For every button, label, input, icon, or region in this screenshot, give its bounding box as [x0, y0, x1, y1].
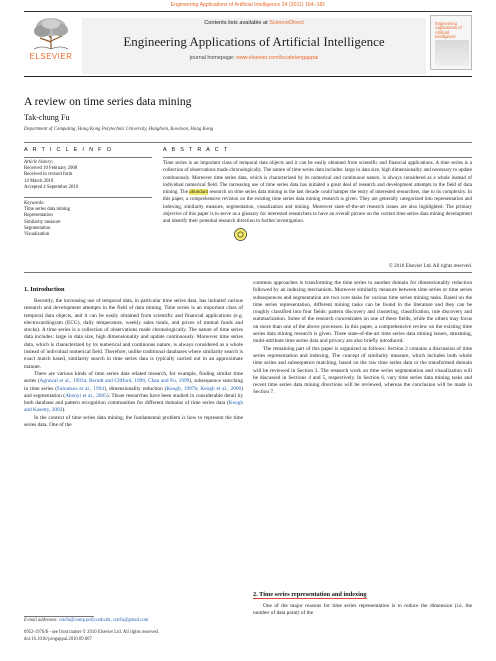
journal-reference[interactable]: Engineering Applications of Artificial Intelligence 24 (2011) 164–181 — [170, 2, 326, 8]
article-info-heading: A R T I C L E I N F O — [24, 147, 113, 153]
left-column — [24, 298, 243, 429]
cover-title: Engineering Applications of Artificial Intelligence — [435, 21, 462, 40]
article-info-rule — [24, 157, 152, 158]
section-2-text — [253, 603, 472, 618]
text-run: ), dimensionality reduction ( — [104, 385, 167, 392]
abstract-heading: A B S T R A C T — [163, 147, 229, 153]
history-line: 14 March 2010 — [24, 178, 54, 184]
keywords-label: Keywords: — [24, 201, 45, 206]
history-label: Article history: — [24, 160, 54, 165]
citation-link[interactable]: Keogh, 1997b; Keogh et al., 2000 — [166, 385, 242, 392]
text-run: There are various kinds of time series data related research, for example, finding similar time series ( — [24, 370, 243, 385]
article-history — [24, 160, 152, 191]
keywords-rule — [24, 197, 152, 198]
article-author[interactable]: Tak-chung Fu — [24, 113, 70, 122]
contents-line — [82, 20, 426, 26]
keyword-item: Similarity measure — [24, 219, 61, 225]
right-column — [253, 280, 472, 397]
keyword-item: Visualization — [24, 232, 50, 238]
abstract-copyright: © 2010 Elsevier Ltd. All rights reserved. — [388, 263, 472, 269]
abstract-part-1: Time series is an important class of temporal data objects and it can be easily obtained from scientific and financial applications. A time series is a collection of observations made chronologically. The nature of time series data includes: large in data size, high dimensionality and necessary to update continuously. Moreover time series data, which is characterized by its numerical and continuous nature, is always considered as a whole instead of individual numerical field. The increasing use of time series data has initiated a great deal of research and development attempts in the field of data mining. The — [163, 160, 472, 196]
citation-link[interactable]: Keogh and Kasetty, 2002 — [24, 400, 243, 414]
paragraph: Recently, the increasing use of temporal data, in particular time series data, has initiated various research and development attempts in the field of data mining. Time series is an important class of temporal data objects, and it can be easily obtained from scientific and financial applications (e.g. electrocardiogram (ECG), daily temperature, weekly sales totals, and prices of mutual funds and stocks). A time series is a collection of observations made chronologically. The nature of time series data includes: large in data size, high dimensionality and update continuously. Moreover time series data, which is characterized by its numerical and continuous nature, is always considered as a whole instead of individual numerical field. Therefore, unlike traditional databases where similarity search is exact match based, similarity search in time series data is typically carried out in an approximate manner. — [24, 298, 243, 370]
issn-line: 0952-1976/$ - see front matter © 2010 Elsevier Ltd. All rights reserved. — [24, 630, 159, 635]
contents-prefix: Contents lists available at — [204, 20, 270, 26]
article-title: A review on time series data mining — [24, 95, 192, 108]
email-label: E-mail addresses: — [24, 618, 58, 623]
keywords-block — [24, 201, 152, 238]
highlighted-word[interactable]: abundant — [189, 189, 209, 196]
doi-line[interactable]: doi:10.1016/j.engappai.2010.09.007 — [24, 637, 92, 642]
paragraph: One of the major reasons for time series representation is to reduce the dimension (i.e. the number of data point) of the — [253, 603, 472, 617]
paragraph — [24, 371, 243, 415]
citation-link[interactable]: Faloutsos et al., 1994 — [57, 385, 105, 392]
sciencedirect-link[interactable]: ScienceDirect — [269, 20, 304, 26]
history-line: Received 10 February 2008 — [24, 166, 78, 172]
cover-image — [435, 40, 469, 66]
header-thick-rule — [24, 76, 472, 77]
homepage-link[interactable]: www.elsevier.com/locate/engappai — [235, 55, 319, 61]
section-2-title[interactable]: 2. Time series representation and indexing — [253, 591, 367, 598]
section-1-title: 1. Introduction — [24, 286, 65, 293]
header-rule — [24, 11, 472, 12]
title-rule — [24, 142, 472, 143]
abstract-bottom-rule — [24, 272, 472, 273]
homepage-prefix: journal homepage: — [189, 55, 236, 61]
keyword-item: Segmentation — [24, 225, 51, 231]
elsevier-tree-icon — [30, 16, 72, 50]
abstract-part-2: research on time series data mining in the last decade could hamper the entry of interested researchers, due to its complexity. In this paper, a comprehensive revision on the existing time series data mining research is given. They are generally categorized into representation and indexing, similarity measure, segmentation, visualization and mining. Moreover state-of-the-art research issues are also highlighted. The primary objective of this paper is to serve as a glossary for interested researchers to have an overall picture on the current time series data mining development and identify their potential research direction to further investigation. — [163, 189, 472, 225]
footnote-rule — [24, 616, 94, 617]
text-run: ) and segmentation ( — [24, 385, 243, 399]
citation-link[interactable]: Abonyi et al., 2005 — [65, 392, 107, 399]
author-affiliation: Department of Computing, Hong Kong Polytechnic University, Hunghom, Kowloon, Hong Kong — [24, 127, 214, 132]
paragraph: In the context of time series data mining, the fundamental problem is how to represent the time series data. One of the — [24, 414, 243, 429]
footnote-email — [24, 618, 243, 624]
journal-homepage — [82, 55, 426, 61]
journal-title: Engineering Applications of Artificial Intelligence — [123, 34, 385, 49]
journal-cover-thumbnail — [430, 15, 472, 70]
email-links[interactable]: cstcfu@comp.polyu.edu.hk, cstcfu@gmail.com — [57, 618, 149, 623]
abstract-top-rule — [163, 157, 472, 158]
text-run: ), subsequence searching in time series ( — [24, 378, 243, 392]
paragraph: common approaches is transforming the time series to another domain for dimensionality reduction followed by an indexing mechanism. Moreover similarity measure between time series or time series subsequences and segmentation are two core tasks for various time series mining tasks. Based on the time series representation, different mining tasks can be found in the literature and they can be roughly classified into four fields: pattern discovery and clustering, classification, rule discovery and summarization. Some of the research concentrates on one of these fields, while the others may focus on more than one of the above processes. In this paper, a comprehensive review on the existing time series data mining research is given. Three state-of-the-art time series data mining issues, streaming, multi-attribute time series data and privacy are also briefly introduced. — [253, 280, 472, 345]
keyword-item: Time series data mining — [24, 207, 71, 213]
annotation-cursor-icon[interactable] — [233, 227, 248, 242]
history-line: Accepted 4 September 2010 — [24, 184, 79, 190]
history-line: Received in revised form — [24, 172, 73, 178]
abstract-text — [163, 160, 472, 226]
paragraph: The remaining part of this paper is organized as follows: Section 2 contains a discussion of time series representation and indexing. The concept of similarity measure, which includes both whole time series and subsequence matching, based on the raw time series data or the transformed domain will be reviewed in Section 3. The research work on time series segmentation and visualization will be discussed in Sections 4 and 5, respectively. In Section 6, vary time series data mining tasks and recent time series data mining directions will be reviewed, whereas the conclusion will be made in Section 7. — [253, 345, 472, 396]
text-run: ). Those researches have been studied in considerable detail by both database and pattern recognition communities for different domains of time series data ( — [24, 392, 243, 407]
publisher-name: ELSEVIER — [29, 52, 73, 61]
citation-link[interactable]: Agrawal et al., 1993a; Berndt and Clifford, 1996; Chan and Fu, 1999 — [39, 378, 190, 385]
keyword-item: Representation — [24, 213, 53, 219]
text-run: ). — [62, 407, 66, 414]
